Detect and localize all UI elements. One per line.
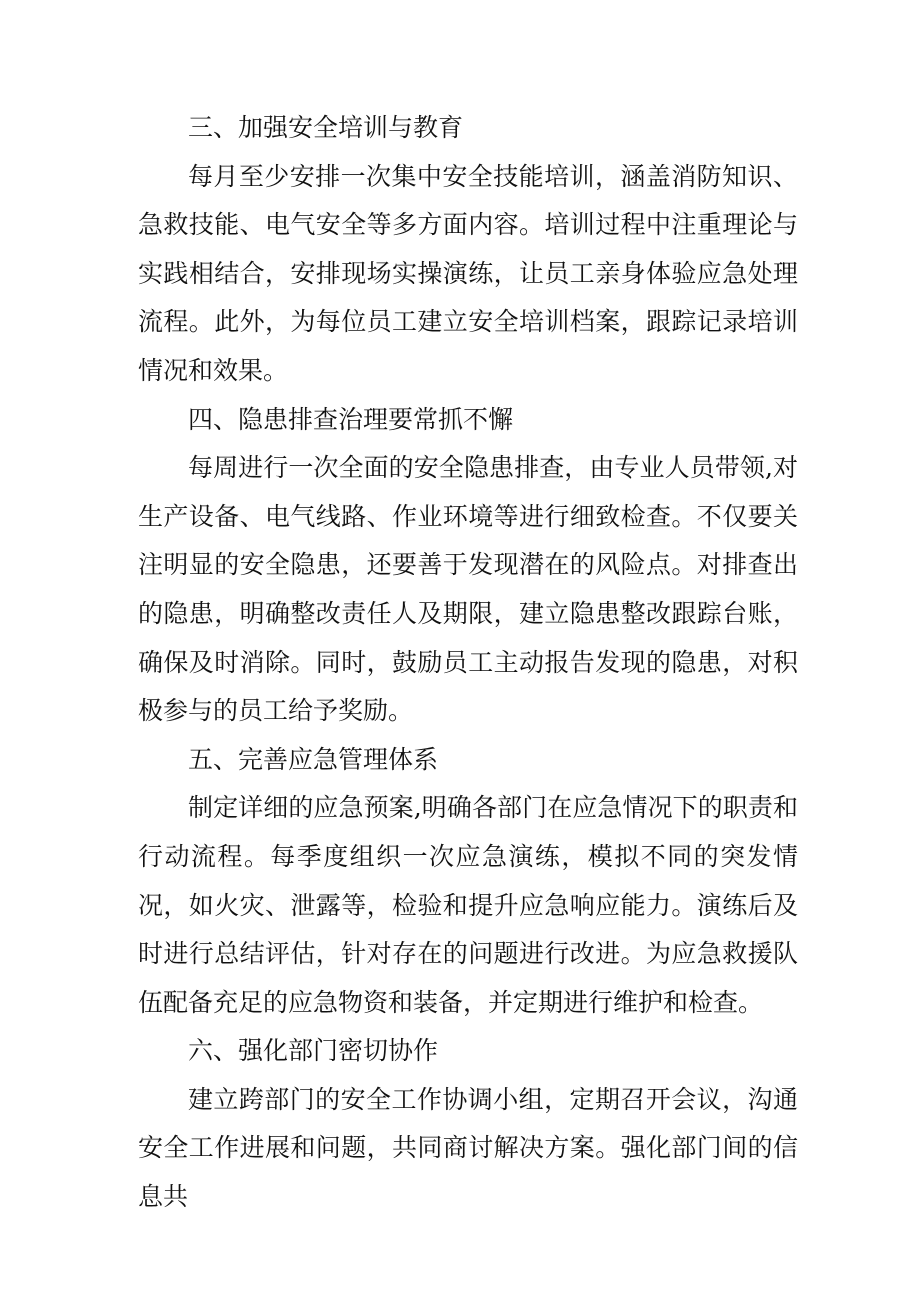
section-paragraph-5: 制定详细的应急预案,明确各部门在应急情况下的职责和行动流程。每季度组织一次应急演练，模拟不同的突发情况，如火灾、泄露等，检验和提升应急响应能力。演练后及时进行总结评估，针对存在的问题进行改进。为应急救援队伍配备充足的应急物资和装备，并定期进行维护和检查。 (138, 793, 798, 1017)
section-paragraph-4: 每周进行一次全面的安全隐患排查，由专业人员带领,对生产设备、电气线路、作业环境等进行细致检查。不仅要关注明显的安全隐患，还要善于发现潜在的风险点。对排查出的隐患，明确整改责任人及期限，建立隐患整改跟踪台账，确保及时消除。同时，鼓励员工主动报告发现的隐患，对积极参与的员工给予奖励。 (138, 453, 798, 726)
section-heading-4: 四、隐患排查治理要常抓不懈 (188, 404, 514, 434)
section-heading-6: 六、强化部门密切协作 (188, 1036, 439, 1066)
section-heading-5: 五、完善应急管理体系 (188, 744, 439, 774)
section-paragraph-6: 建立跨部门的安全工作协调小组，定期召开会议，沟通安全工作进展和问题，共同商讨解决方案。强化部门间的信息共 (138, 1084, 798, 1212)
document-body (138, 104, 798, 1222)
section-heading-3: 三、加强安全培训与教育 (188, 113, 464, 142)
section-paragraph-3: 每月至少安排一次集中安全技能培训，涵盖消防知识、急救技能、电气安全等多方面内容。培训过程中注重理论与实践相结合，安排现场实操演练，让员工亲身体验应急处理流程。此外，为每位员工建立安全培训档案，跟踪记录培训情况和效果。 (138, 161, 798, 385)
